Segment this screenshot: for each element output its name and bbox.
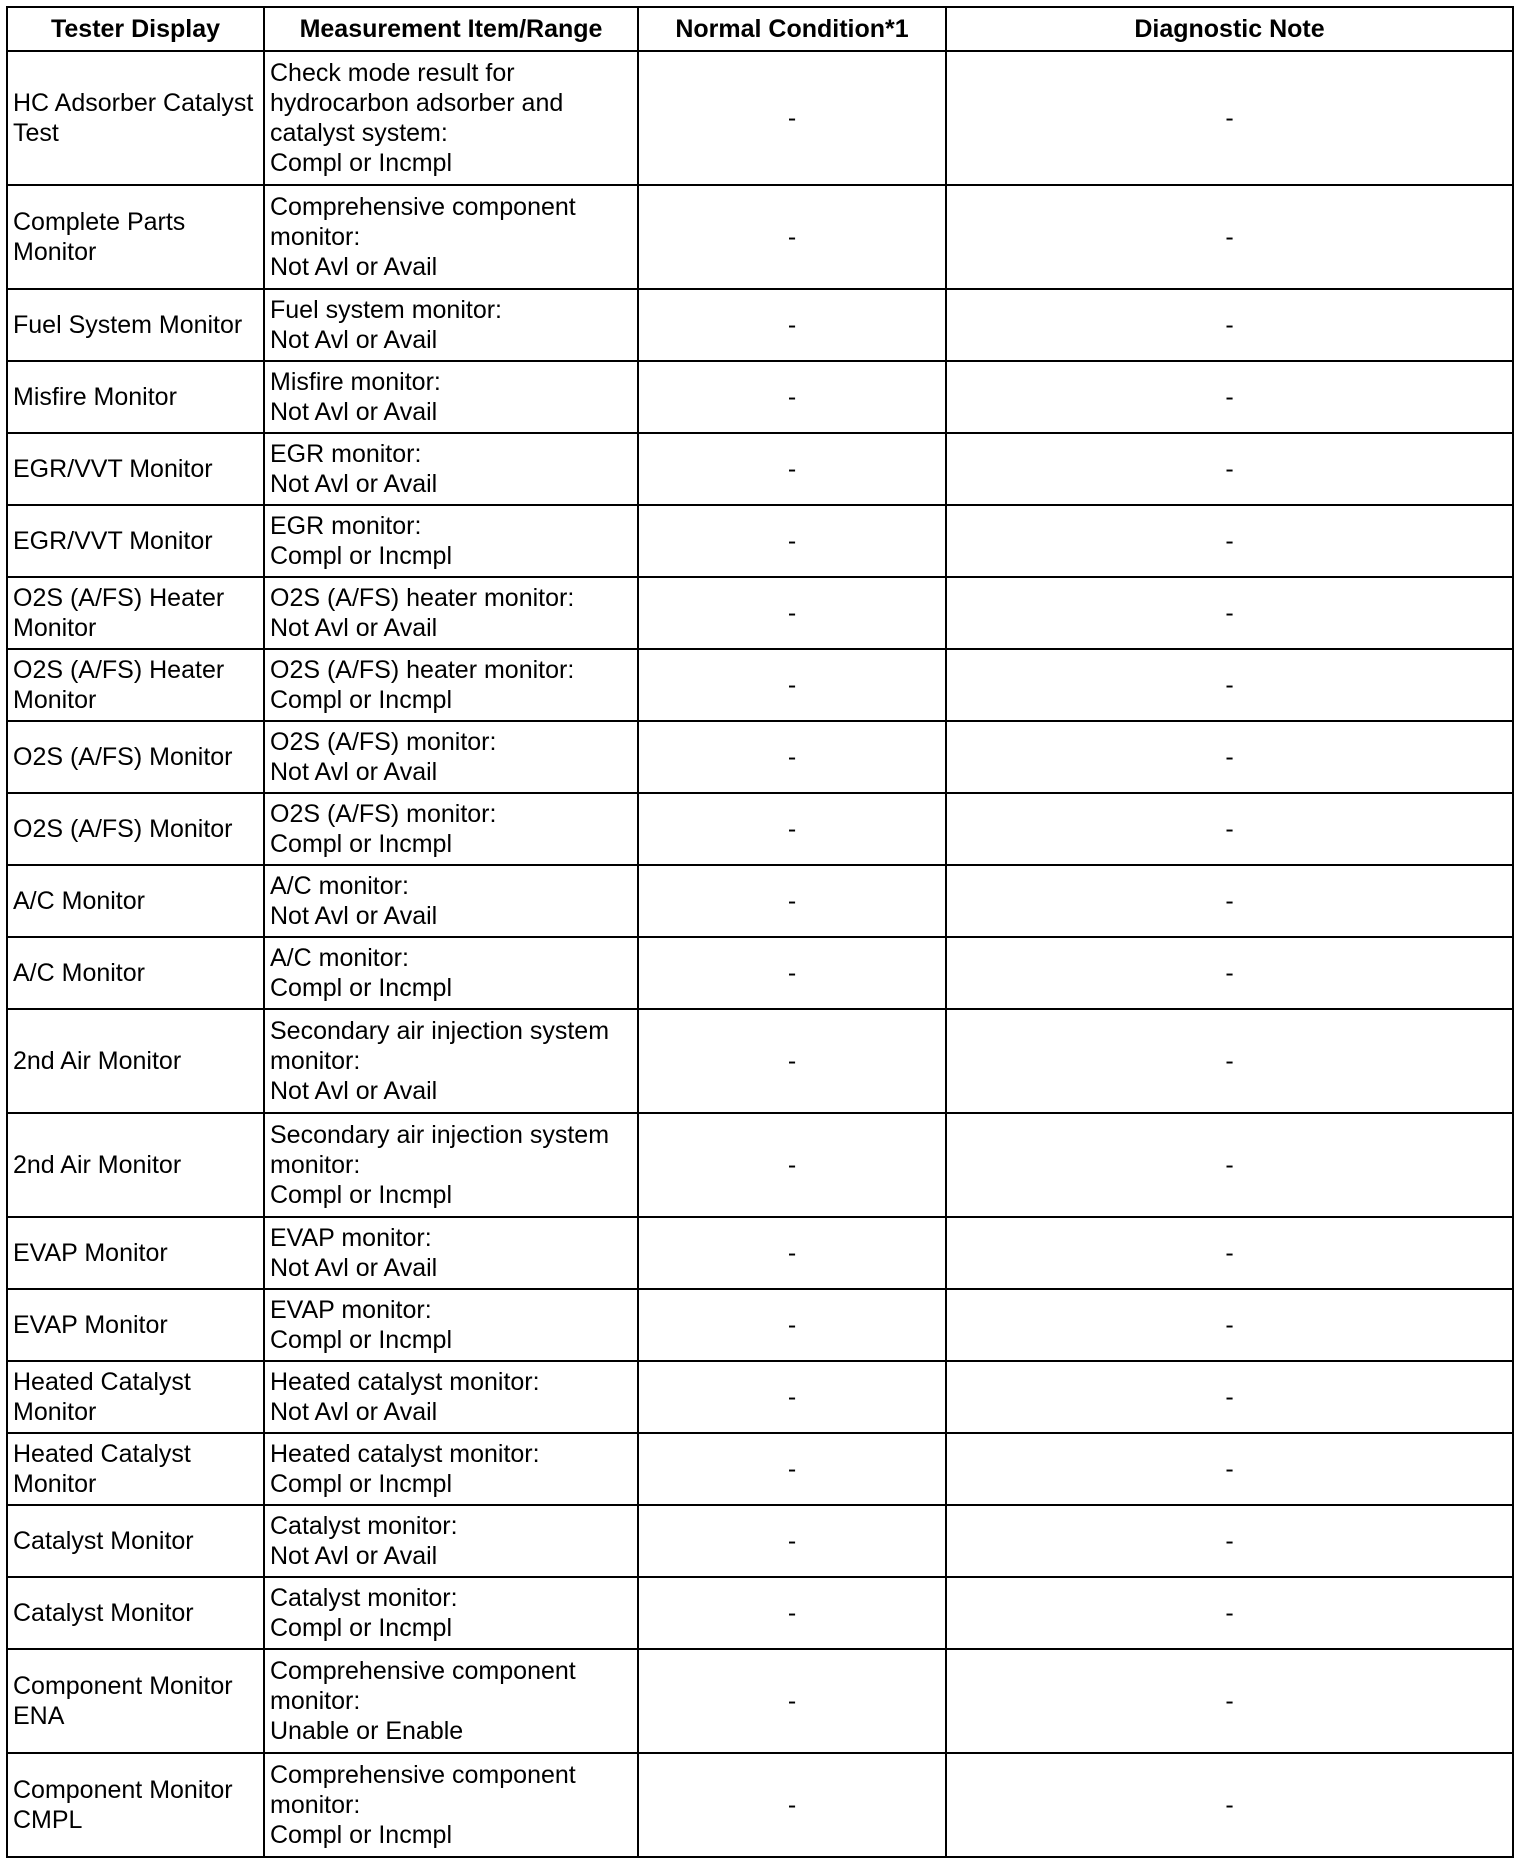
cell-tester-display: Fuel System Monitor (7, 289, 264, 361)
cell-measurement-item: Catalyst monitor: Not Avl or Avail (264, 1505, 638, 1577)
header-normal-condition: Normal Condition*1 (638, 7, 946, 51)
cell-measurement-item: EGR monitor: Not Avl or Avail (264, 433, 638, 505)
cell-diagnostic-note: - (946, 649, 1513, 721)
cell-diagnostic-note: - (946, 1009, 1513, 1113)
cell-normal-condition: - (638, 185, 946, 289)
cell-diagnostic-note: - (946, 1217, 1513, 1289)
cell-normal-condition: - (638, 1361, 946, 1433)
cell-measurement-item: Comprehensive component monitor: Compl or Incmpl (264, 1753, 638, 1857)
cell-diagnostic-note: - (946, 721, 1513, 793)
cell-diagnostic-note: - (946, 1577, 1513, 1649)
cell-tester-display: O2S (A/FS) Heater Monitor (7, 577, 264, 649)
cell-tester-display: Component Monitor CMPL (7, 1753, 264, 1857)
cell-normal-condition: - (638, 51, 946, 185)
cell-tester-display: EVAP Monitor (7, 1289, 264, 1361)
cell-diagnostic-note: - (946, 1505, 1513, 1577)
cell-normal-condition: - (638, 793, 946, 865)
cell-normal-condition: - (638, 433, 946, 505)
cell-tester-display: Misfire Monitor (7, 361, 264, 433)
cell-normal-condition: - (638, 577, 946, 649)
cell-diagnostic-note: - (946, 433, 1513, 505)
cell-diagnostic-note: - (946, 361, 1513, 433)
cell-tester-display: A/C Monitor (7, 865, 264, 937)
cell-normal-condition: - (638, 1113, 946, 1217)
cell-tester-display: Heated Catalyst Monitor (7, 1361, 264, 1433)
cell-normal-condition: - (638, 1505, 946, 1577)
cell-tester-display: A/C Monitor (7, 937, 264, 1009)
cell-normal-condition: - (638, 1217, 946, 1289)
table-row (7, 937, 1513, 1009)
cell-normal-condition: - (638, 1289, 946, 1361)
cell-diagnostic-note: - (946, 1753, 1513, 1857)
cell-tester-display: Catalyst Monitor (7, 1577, 264, 1649)
table-row (7, 185, 1513, 289)
cell-diagnostic-note: - (946, 185, 1513, 289)
cell-normal-condition: - (638, 1577, 946, 1649)
cell-measurement-item: O2S (A/FS) heater monitor: Compl or Incmpl (264, 649, 638, 721)
table-row (7, 1361, 1513, 1433)
cell-measurement-item: O2S (A/FS) monitor: Not Avl or Avail (264, 721, 638, 793)
cell-diagnostic-note: - (946, 51, 1513, 185)
cell-tester-display: HC Adsorber Catalyst Test (7, 51, 264, 185)
cell-tester-display: O2S (A/FS) Monitor (7, 721, 264, 793)
cell-measurement-item: Heated catalyst monitor: Not Avl or Avail (264, 1361, 638, 1433)
table-body (7, 51, 1513, 1857)
cell-measurement-item: Heated catalyst monitor: Compl or Incmpl (264, 1433, 638, 1505)
monitor-status-table-container (6, 6, 1512, 1858)
table-row (7, 1505, 1513, 1577)
header-tester-display: Tester Display (7, 7, 264, 51)
cell-tester-display: Complete Parts Monitor (7, 185, 264, 289)
header-row (7, 7, 1513, 51)
table-row (7, 289, 1513, 361)
table-row (7, 865, 1513, 937)
cell-measurement-item: A/C monitor: Not Avl or Avail (264, 865, 638, 937)
table-row (7, 1113, 1513, 1217)
cell-normal-condition: - (638, 721, 946, 793)
cell-diagnostic-note: - (946, 865, 1513, 937)
table-row (7, 649, 1513, 721)
cell-normal-condition: - (638, 865, 946, 937)
cell-normal-condition: - (638, 649, 946, 721)
cell-measurement-item: A/C monitor: Compl or Incmpl (264, 937, 638, 1009)
cell-tester-display: O2S (A/FS) Heater Monitor (7, 649, 264, 721)
cell-normal-condition: - (638, 289, 946, 361)
table-row (7, 1577, 1513, 1649)
cell-tester-display: 2nd Air Monitor (7, 1113, 264, 1217)
table-row (7, 577, 1513, 649)
cell-measurement-item: Check mode result for hydrocarbon adsorber and catalyst system: Compl or Incmpl (264, 51, 638, 185)
cell-diagnostic-note: - (946, 1361, 1513, 1433)
cell-normal-condition: - (638, 1009, 946, 1113)
cell-diagnostic-note: - (946, 1113, 1513, 1217)
table-row (7, 361, 1513, 433)
table-row (7, 1289, 1513, 1361)
cell-measurement-item: O2S (A/FS) heater monitor: Not Avl or Avail (264, 577, 638, 649)
cell-measurement-item: Catalyst monitor: Compl or Incmpl (264, 1577, 638, 1649)
cell-normal-condition: - (638, 1433, 946, 1505)
cell-diagnostic-note: - (946, 793, 1513, 865)
cell-measurement-item: Comprehensive component monitor: Not Avl or Avail (264, 185, 638, 289)
cell-tester-display: EGR/VVT Monitor (7, 433, 264, 505)
cell-diagnostic-note: - (946, 937, 1513, 1009)
cell-measurement-item: O2S (A/FS) monitor: Compl or Incmpl (264, 793, 638, 865)
table-row (7, 1649, 1513, 1753)
table-row (7, 1009, 1513, 1113)
cell-tester-display: Catalyst Monitor (7, 1505, 264, 1577)
table-row (7, 793, 1513, 865)
cell-normal-condition: - (638, 361, 946, 433)
header-diagnostic-note: Diagnostic Note (946, 7, 1513, 51)
monitor-status-table (6, 6, 1514, 1858)
cell-measurement-item: EVAP monitor: Compl or Incmpl (264, 1289, 638, 1361)
table-row (7, 51, 1513, 185)
table-row (7, 505, 1513, 577)
cell-diagnostic-note: - (946, 1433, 1513, 1505)
table-header (7, 7, 1513, 51)
cell-diagnostic-note: - (946, 1649, 1513, 1753)
table-row (7, 721, 1513, 793)
cell-diagnostic-note: - (946, 289, 1513, 361)
cell-tester-display: 2nd Air Monitor (7, 1009, 264, 1113)
cell-normal-condition: - (638, 505, 946, 577)
cell-measurement-item: Fuel system monitor: Not Avl or Avail (264, 289, 638, 361)
cell-measurement-item: Secondary air injection system monitor: Compl or Incmpl (264, 1113, 638, 1217)
table-row (7, 1217, 1513, 1289)
cell-normal-condition: - (638, 1753, 946, 1857)
cell-tester-display: Component Monitor ENA (7, 1649, 264, 1753)
cell-diagnostic-note: - (946, 1289, 1513, 1361)
cell-tester-display: EVAP Monitor (7, 1217, 264, 1289)
cell-tester-display: EGR/VVT Monitor (7, 505, 264, 577)
cell-measurement-item: Misfire monitor: Not Avl or Avail (264, 361, 638, 433)
cell-tester-display: Heated Catalyst Monitor (7, 1433, 264, 1505)
table-row (7, 1753, 1513, 1857)
cell-diagnostic-note: - (946, 577, 1513, 649)
cell-normal-condition: - (638, 937, 946, 1009)
cell-tester-display: O2S (A/FS) Monitor (7, 793, 264, 865)
cell-diagnostic-note: - (946, 505, 1513, 577)
cell-measurement-item: Secondary air injection system monitor: Not Avl or Avail (264, 1009, 638, 1113)
cell-normal-condition: - (638, 1649, 946, 1753)
cell-measurement-item: Comprehensive component monitor: Unable or Enable (264, 1649, 638, 1753)
header-measurement-item: Measurement Item/Range (264, 7, 638, 51)
cell-measurement-item: EVAP monitor: Not Avl or Avail (264, 1217, 638, 1289)
cell-measurement-item: EGR monitor: Compl or Incmpl (264, 505, 638, 577)
table-row (7, 1433, 1513, 1505)
table-row (7, 433, 1513, 505)
